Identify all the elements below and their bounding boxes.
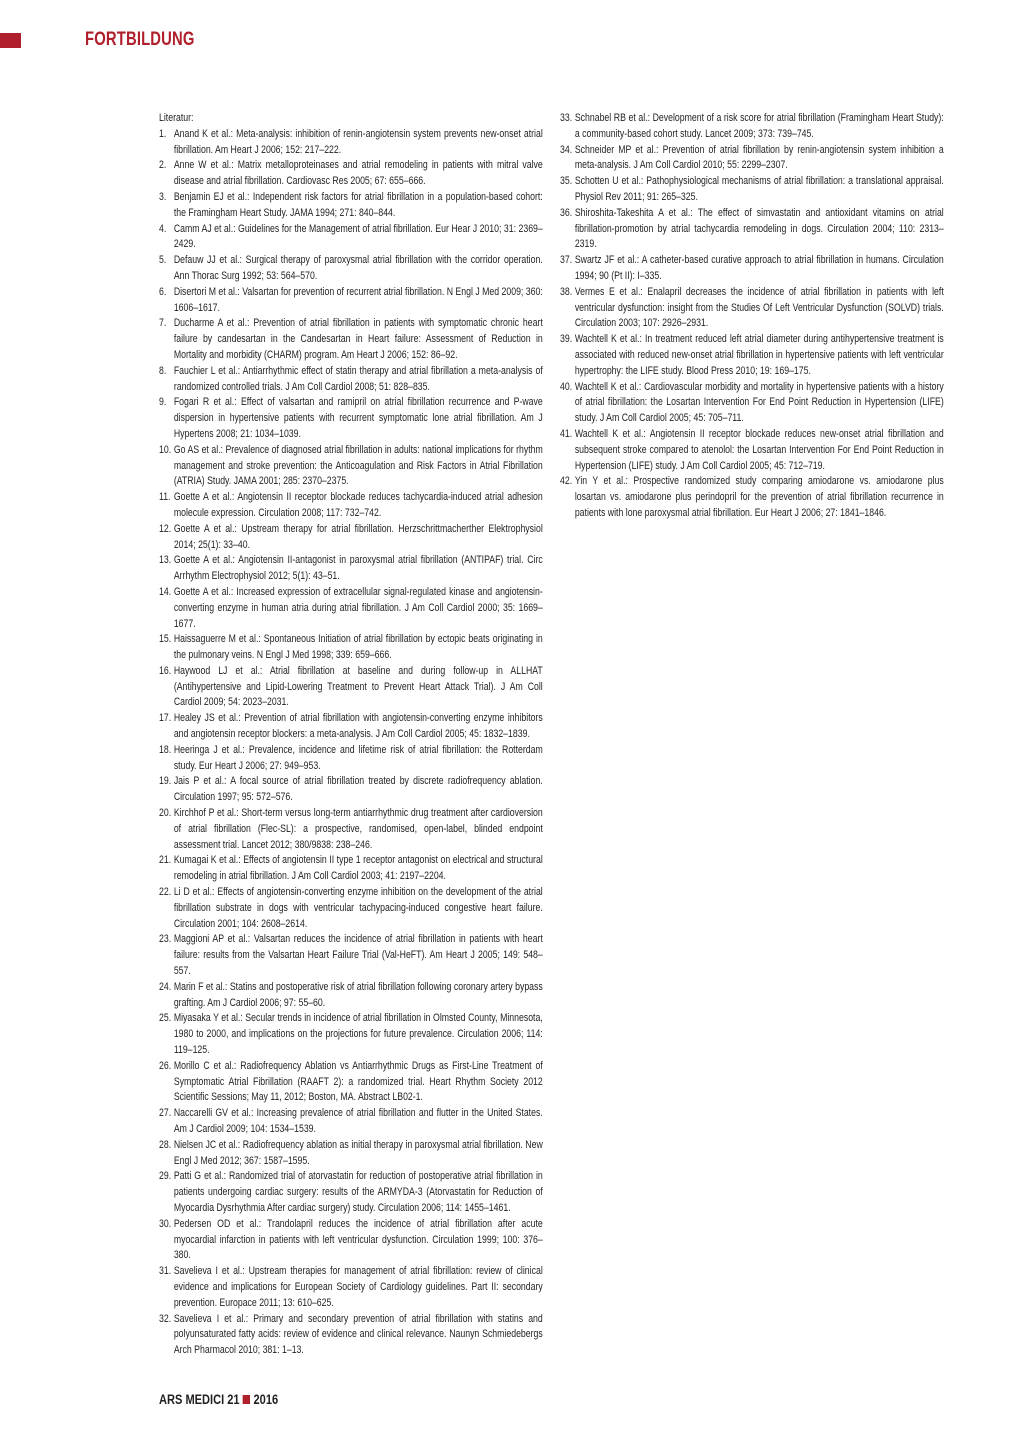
reference-item bbox=[159, 853, 543, 885]
reference-number: 15. bbox=[159, 633, 172, 646]
reference-text: Schnabel RB et al.: Development of a risk score for atrial fibrillation (Framingham Heart Study): a community-based cohort study. Lancet 2009; 373: 739–745. bbox=[574, 112, 944, 140]
reference-number: 13. bbox=[159, 554, 172, 567]
reference-item bbox=[159, 190, 543, 222]
reference-item bbox=[159, 664, 543, 711]
reference-item bbox=[159, 253, 543, 285]
reference-text: Goette A et al.: Angiotensin II-antagonist in paroxysmal atrial fibrillation (ANTIPAF) trial. Circ Arrhythm Electrophysiol 2012; 5(1): 43–51. bbox=[173, 554, 543, 583]
reference-list-left bbox=[159, 127, 543, 1359]
references-column-left bbox=[159, 111, 543, 1359]
reference-number: 20. bbox=[159, 807, 172, 820]
reference-text: Jais P et al.: A focal source of atrial fibrillation treated by discrete radiofrequency ablation. Circulation 1997; 95: 572–576. bbox=[173, 775, 543, 804]
reference-text: Wachtell K et al.: Cardiovascular morbidity and mortality in hypertensive patients with a history of atrial fibrillation: the Losartan Intervention For End Point Reduction in Hypertension (LIFE) study. J Am Coll Cardiol 2005; 45: 705–711. bbox=[574, 380, 944, 425]
reference-number: 5. bbox=[159, 254, 167, 267]
reference-item bbox=[159, 522, 543, 554]
reference-text: Patti G et al.: Randomized trial of atorvastatin for reduction of postoperative atrial fibrillation in patients undergoing cardiac surgery: results of the ARMYDA-3 (Atorvastatin for Reduction of Myocardia Dysrhythmia After cardiac surgery) study. Circulation 2006; 114: 1455–1461. bbox=[173, 1170, 543, 1214]
reference-text: Camm AJ et al.: Guidelines for the Management of atrial fibrillation. Eur Hear J 2010; 31: 2369–2429. bbox=[173, 222, 543, 251]
reference-text: Haissaguerre M et al.: Spontaneous Initiation of atrial fibrillation by ectopic beats originating in the pulmonary veins. N Engl J Med 1998; 339: 659–666. bbox=[173, 633, 543, 662]
reference-item bbox=[159, 553, 543, 585]
reference-number: 42. bbox=[560, 475, 573, 488]
reference-number: 32. bbox=[159, 1312, 172, 1325]
reference-number: 31. bbox=[159, 1265, 172, 1278]
reference-item bbox=[159, 1106, 543, 1138]
section-title: FORTBILDUNG bbox=[85, 29, 195, 50]
reference-text: Wachtell K et al.: Angiotensin II receptor blockade reduces new-onset atrial fibrillation and subsequent stroke compared to atenolol: the Losartan Intervention For End Point Reduction in Hypertension (LIFE) study. J Am Coll Cardiol 2005; 45: 712–719. bbox=[574, 427, 944, 472]
reference-number: 28. bbox=[159, 1138, 172, 1151]
references-column-right bbox=[560, 111, 944, 522]
reference-item bbox=[560, 332, 944, 379]
reference-number: 17. bbox=[159, 712, 172, 725]
reference-text: Vermes E et al.: Enalapril decreases the incidence of atrial fibrillation in patients with left ventricular dysfunction: insight from the Studies Of Left Ventricular Dysfunction (SOLVD) trials. Circulation 2003; 107: 2926–2931. bbox=[574, 285, 944, 330]
reference-text: Savelieva I et al.: Primary and secondary prevention of atrial fibrillation with statins and polyunsaturated fatty acids: review of evidence and clinical relevance. Naunyn Schmiedebergs Arch Pharmacol 2010; 381: 1–13. bbox=[173, 1312, 543, 1357]
reference-number: 2. bbox=[159, 159, 167, 172]
reference-text: Ducharme A et al.: Prevention of atrial fibrillation in patients with symptomatic chronic heart failure by candesartan in the Candesartan in Heart failure: Assessment of Reduction in Mortality and morbidity (CHARM) program. Am Heart J 2006; 152: 86–92. bbox=[173, 317, 543, 361]
reference-number: 11. bbox=[159, 491, 171, 504]
reference-item bbox=[560, 427, 944, 474]
reference-number: 35. bbox=[560, 175, 573, 188]
reference-item bbox=[159, 885, 543, 932]
reference-number: 26. bbox=[159, 1059, 172, 1072]
literature-label: Literatur: bbox=[159, 112, 194, 124]
reference-item bbox=[159, 1011, 543, 1058]
reference-number: 19. bbox=[159, 775, 172, 788]
reference-item bbox=[560, 111, 944, 143]
reference-number: 40. bbox=[560, 380, 573, 393]
reference-item bbox=[159, 980, 543, 1012]
reference-item bbox=[159, 285, 543, 317]
reference-item bbox=[159, 316, 543, 363]
reference-number: 12. bbox=[159, 522, 172, 535]
reference-item bbox=[159, 222, 543, 254]
reference-text: Kumagai K et al.: Effects of angiotensin II type 1 receptor antagonist on electrical and structural remodeling in atrial fibrillation. J Am Coll Cardiol 2003; 41: 2197–2204. bbox=[173, 854, 543, 883]
reference-number: 24. bbox=[159, 980, 172, 993]
reference-number: 30. bbox=[159, 1217, 172, 1230]
reference-text: Savelieva I et al.: Upstream therapies for management of atrial fibrillation: review of clinical evidence and implications for European Society of Cardiology guidelines. Part II: secondary prevention. Europace 2011; 13: 610–625. bbox=[173, 1265, 543, 1309]
reference-text: Li D et al.: Effects of angiotensin-converting enzyme inhibition on the development of the atrial fibrillation substrate in dogs with ventricular tachypacing-induced congestive heart failure. Circulation 2001; 104: 2608–2614. bbox=[173, 886, 543, 930]
reference-text: Anne W et al.: Matrix metalloproteinases and atrial remodeling in patients with mitral valve disease and atrial fibrillation. Cardiovasc Res 2005; 67: 655–666. bbox=[173, 159, 543, 188]
reference-item bbox=[159, 490, 543, 522]
reference-number: 34. bbox=[560, 143, 573, 156]
reference-text: Anand K et al.: Meta-analysis: inhibition of renin-angiotensin system prevents new-onset atrial fibrillation. Am Heart J 2006; 152: 217–222. bbox=[173, 127, 543, 156]
reference-item bbox=[159, 743, 543, 775]
footer-year: 2016 bbox=[253, 1392, 279, 1407]
reference-text: Haywood LJ et al.: Atrial fibrillation at baseline and during follow-up in ALLHAT (Antihypertensive and Lipid-Lowering Treatment to Prevent Heart Attack Trial). J Am Coll Cardiol 2009; 54: 2023–2031. bbox=[173, 664, 543, 709]
reference-text: Defauw JJ et al.: Surgical therapy of paroxysmal atrial fibrillation with the corridor operation. Ann Thorac Surg 1992; 53: 564–570. bbox=[173, 254, 543, 282]
reference-text: Wachtell K et al.: In treatment reduced left atrial diameter during antihypertensive treatment is associated with reduced new-onset atrial fibrillation in hypertensive patients with left ventricular hypertrophy: the LIFE study. Blood Press 2010; 19: 169–175. bbox=[574, 333, 944, 377]
footer-separator-square bbox=[243, 1395, 250, 1404]
reference-text: Kirchhof P et al.: Short-term versus long-term antiarrhythmic drug treatment after cardioversion of atrial fibrillation (Flec-SL): a prospective, randomised, open-label, blinded endpoint assessment trial. Lancet 2012; 380/9838: 238–246. bbox=[173, 807, 543, 851]
reference-text: Fogari R et al.: Effect of valsartan and ramipril on atrial fibrillation recurrence and P-wave dispersion in hypertensive patients with recurrent symptomatic lone atrial fibrillation. Am J Hypertens 2008; 21: 1034–1039. bbox=[173, 396, 543, 440]
reference-text: Shiroshita-Takeshita A et al.: The effect of simvastatin and antioxidant vitamins on atrial fibrillation-promotion by atrial tachycardia remodeling in dogs. Circulation 2004; 110: 2313–2319. bbox=[574, 206, 944, 251]
reference-item bbox=[560, 253, 944, 285]
footer-journal: ARS MEDICI 21 bbox=[159, 1392, 240, 1407]
reference-item bbox=[159, 1138, 543, 1170]
reference-text: Heeringa J et al.: Prevalence, incidence and lifetime risk of atrial fibrillation: the Rotterdam study. Eur Heart J 2006; 27: 949–953. bbox=[173, 743, 543, 772]
reference-number: 16. bbox=[159, 664, 172, 677]
reference-number: 1. bbox=[159, 127, 167, 140]
reference-text: Healey JS et al.: Prevention of atrial fibrillation with angiotensin-converting enzyme inhibitors and angiotensin receptor blockers: a meta-analysis. J Am Coll Cardiol 2005; 45: 1832–1839. bbox=[173, 712, 543, 741]
header-accent-block bbox=[0, 33, 21, 48]
reference-item bbox=[159, 1312, 543, 1359]
reference-number: 36. bbox=[560, 206, 573, 219]
reference-text: Pedersen OD et al.: Trandolapril reduces the incidence of atrial fibrillation after acute myocardial infarction in patients with left ventricular dysfunction. Circulation 1999; 100: 376–380. bbox=[173, 1217, 543, 1262]
reference-list-right bbox=[560, 111, 944, 522]
reference-text: Miyasaka Y et al.: Secular trends in incidence of atrial fibrillation in Olmsted County, Minnesota, 1980 to 2000, and implications on the projections for future prevalence. Circulation 2006; 114: 119–125. bbox=[173, 1012, 543, 1057]
reference-text: Schotten U et al.: Pathophysiological mechanisms of atrial fibrillation: a translational appraisal. Physiol Rev 2011; 91: 265–325. bbox=[574, 175, 944, 203]
reference-item bbox=[159, 1169, 543, 1216]
reference-item bbox=[159, 158, 543, 190]
reference-number: 4. bbox=[159, 222, 167, 235]
reference-number: 14. bbox=[159, 585, 172, 598]
reference-item bbox=[159, 774, 543, 806]
reference-number: 29. bbox=[159, 1170, 172, 1183]
reference-text: Goette A et al.: Increased expression of extracellular signal-regulated kinase and angiotensin-converting enzyme in human atria during atrial fibrillation. J Am Coll Cardiol 2000; 35: 1669–1677. bbox=[173, 585, 543, 630]
reference-number: 38. bbox=[560, 285, 573, 298]
reference-number: 10. bbox=[159, 443, 172, 456]
reference-text: Benjamin EJ et al.: Independent risk factors for atrial fibrillation in a population-based cohort: the Framingham Heart Study. JAMA 1994; 271: 840–844. bbox=[173, 190, 543, 219]
reference-number: 25. bbox=[159, 1012, 172, 1025]
reference-number: 18. bbox=[159, 743, 172, 756]
reference-text: Go AS et al.: Prevalence of diagnosed atrial fibrillation in adults: national implications for rhythm management and stroke prevention: the Anticoagulation and Risk Factors in Atrial Fibrillation (ATRIA) Study. JAMA 2001; 285: 2370–2375. bbox=[173, 443, 543, 488]
reference-text: Naccarelli GV et al.: Increasing prevalence of atrial fibrillation and flutter in the United States. Am J Cardiol 2009; 104: 1534–1539. bbox=[173, 1107, 543, 1135]
reference-item bbox=[159, 632, 543, 664]
reference-number: 27. bbox=[159, 1107, 172, 1120]
reference-number: 6. bbox=[159, 285, 167, 298]
reference-item bbox=[560, 174, 944, 206]
reference-text: Goette A et al.: Upstream therapy for atrial fibrillation. Herzschrittmacherther Elektrophysiol 2014; 25(1): 33–40. bbox=[173, 522, 543, 551]
reference-item bbox=[159, 1217, 543, 1264]
reference-text: Marin F et al.: Statins and postoperative risk of atrial fibrillation following coronary artery bypass grafting. Am J Cardiol 2006; 97: 55–60. bbox=[173, 980, 543, 1009]
reference-item bbox=[159, 932, 543, 979]
reference-item bbox=[560, 143, 944, 175]
reference-item bbox=[159, 1059, 543, 1106]
reference-item bbox=[159, 395, 543, 442]
reference-number: 21. bbox=[159, 854, 172, 867]
reference-number: 23. bbox=[159, 933, 172, 946]
reference-item bbox=[560, 380, 944, 427]
reference-number: 22. bbox=[159, 886, 172, 899]
reference-number: 8. bbox=[159, 364, 167, 377]
reference-item bbox=[159, 585, 543, 632]
reference-item bbox=[560, 285, 944, 332]
reference-text: Schneider MP et al.: Prevention of atrial fibrillation by renin-angiotensin system inhibition a meta-analysis. J Am Coll Cardiol 2010; 55: 2299–2307. bbox=[574, 143, 944, 172]
reference-text: Fauchier L et al.: Antiarrhythmic effect of statin therapy and atrial fibrillation a meta-analysis of randomized controlled trials. J Am Coll Cardiol 2008; 51: 828–835. bbox=[173, 364, 543, 393]
reference-number: 37. bbox=[560, 254, 573, 267]
reference-text: Maggioni AP et al.: Valsartan reduces the incidence of atrial fibrillation in patients with heart failure: results from the Valsartan Heart Failure Trial (Val-HeFT). Am Heart J 2005; 149: 548–557. bbox=[173, 933, 543, 978]
reference-item bbox=[159, 127, 543, 159]
reference-number: 39. bbox=[560, 333, 573, 346]
reference-item bbox=[560, 474, 944, 521]
reference-number: 9. bbox=[159, 396, 167, 409]
reference-number: 41. bbox=[560, 427, 573, 440]
reference-text: Swartz JF et al.: A catheter-based curative approach to atrial fibrillation in humans. Circulation 1994; 90 (Pt II): I–335. bbox=[574, 254, 944, 282]
reference-item bbox=[159, 1264, 543, 1311]
reference-number: 33. bbox=[560, 112, 573, 124]
reference-item bbox=[159, 806, 543, 853]
reference-text: Nielsen JC et al.: Radiofrequency ablation as initial therapy in paroxysmal atrial fibrillation. New Engl J Med 2012; 367: 1587–1595. bbox=[173, 1138, 543, 1167]
reference-item bbox=[159, 364, 543, 396]
reference-item bbox=[560, 206, 944, 253]
reference-text: Goette A et al.: Angiotensin II receptor blockade reduces tachycardia-induced atrial adhesion molecule expression. Circulation 2008; 117: 732–742. bbox=[173, 491, 543, 519]
reference-item bbox=[159, 443, 543, 490]
page-footer bbox=[159, 1392, 278, 1407]
reference-text: Morillo C et al.: Radiofrequency Ablation vs Antiarrhythmic Drugs as First-Line Treatment of Symptomatic Atrial Fibrillation (RAAFT 2): a randomized trial. Heart Rhythm Society 2012 Scientific Sessions; May 11, 2012; Boston, MA. Abstract LB02-1. bbox=[173, 1059, 543, 1104]
reference-number: 7. bbox=[159, 317, 167, 330]
reference-number: 3. bbox=[159, 190, 167, 203]
reference-item bbox=[159, 711, 543, 743]
reference-text: Disertori M et al.: Valsartan for prevention of recurrent atrial fibrillation. N Engl J Med 2009; 360: 1606–1617. bbox=[173, 285, 543, 314]
reference-text: Yin Y et al.: Prospective randomized study comparing amiodarone vs. amiodarone plus losartan vs. amiodarone plus perindopril for the prevention of atrial fibrillation recurrence in patients with lone paroxysmal atrial fibrillation. Eur Heart J 2006; 27: 1841–1846. bbox=[574, 475, 944, 519]
